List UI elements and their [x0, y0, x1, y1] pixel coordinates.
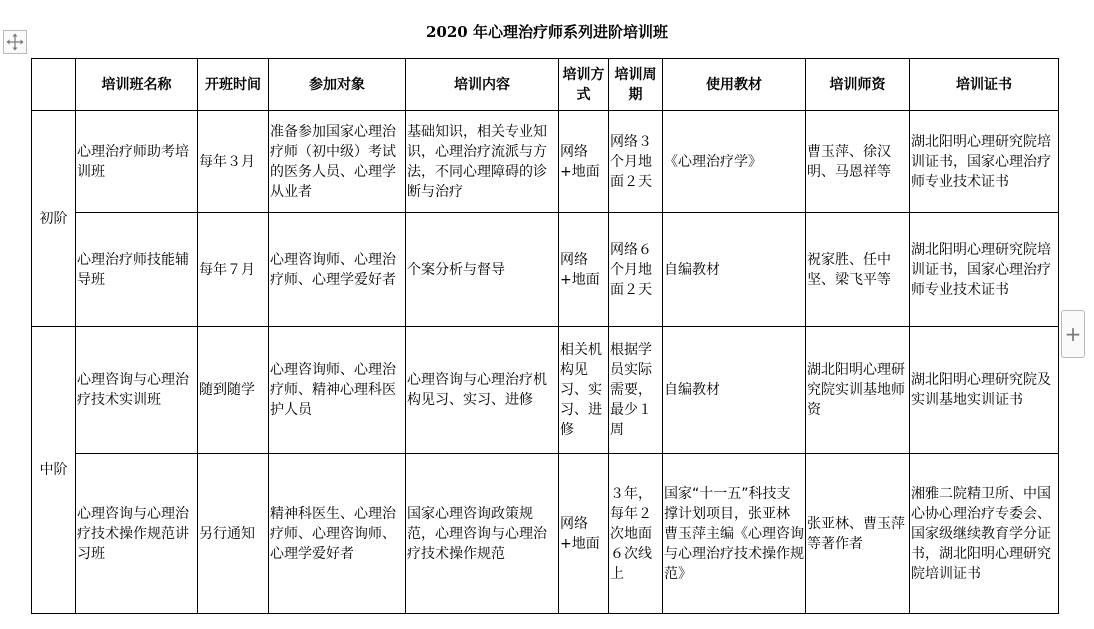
cell-time: 每年７月: [198, 213, 269, 327]
cell-name: 心理咨询与心理治疗技术操作规范讲习班: [76, 454, 198, 614]
header-target: 参加对象: [269, 59, 406, 111]
cell-period: 根据学员实际需要，最少１周: [609, 327, 663, 454]
cell-teachers: 祝家胜、任中坚、梁飞平等: [806, 213, 910, 327]
cell-teachers: 湖北阳明心理研究院实训基地师资: [806, 327, 910, 454]
cell-target: 心理咨询师、心理治疗师、心理学爱好者: [269, 213, 406, 327]
cell-name: 心理治疗师助考培训班: [76, 111, 198, 213]
cell-certificate: 湖北阳明心理研究院培训证书，国家心理治疗师专业技术证书: [910, 111, 1059, 213]
header-certificate: 培训证书: [910, 59, 1059, 111]
cell-teachers: 曹玉萍、徐汉明、马恩祥等: [806, 111, 910, 213]
add-column-button[interactable]: [1061, 310, 1085, 358]
table-row: [32, 213, 1059, 327]
training-table: [31, 58, 1059, 614]
cell-content: 个案分析与督导: [406, 213, 559, 327]
cell-period: ３年，每年２次地面６次线上: [609, 454, 663, 614]
header-content: 培训内容: [406, 59, 559, 111]
cell-period: 网络６个月地面２天: [609, 213, 663, 327]
stage-primary: 初阶: [32, 111, 76, 327]
cell-content: 心理咨询与心理治疗机构见习、实习、进修: [406, 327, 559, 454]
cell-content: 基础知识，相关专业知识，心理治疗流派与方法，不同心理障碍的诊断与治疗: [406, 111, 559, 213]
cell-period: 网络３个月地面２天: [609, 111, 663, 213]
header-teachers: 培训师资: [806, 59, 910, 111]
table-row: [32, 327, 1059, 454]
table-row: [32, 454, 1059, 614]
header-textbook: 使用教材: [663, 59, 806, 111]
cell-method: 网络+地面: [559, 111, 609, 213]
cell-certificate: 湘雅二院精卫所、中国心协心理治疗专委会、国家级继续教育学分证书，湖北阳明心理研究院培训证书: [910, 454, 1059, 614]
cell-content: 国家心理咨询政策规范，心理咨询与心理治疗技术操作规范: [406, 454, 559, 614]
cell-teachers: 张亚林、曹玉萍等著作者: [806, 454, 910, 614]
cell-time: 另行通知: [198, 454, 269, 614]
cell-method: 网络+地面: [559, 454, 609, 614]
header-time: 开班时间: [198, 59, 269, 111]
header-period: 培训周期: [609, 59, 663, 111]
cell-textbook: 自编教材: [663, 327, 806, 454]
stage-intermediate: 中阶: [32, 327, 76, 614]
table-row: [32, 111, 1059, 213]
header-name: 培训班名称: [76, 59, 198, 111]
cell-textbook: 国家“十一五”科技支撑计划项目，张亚林 曹玉萍主编《心理咨询与心理治疗技术操作规范》: [663, 454, 806, 614]
document-title: 2020 年心理治疗师系列进阶培训班: [426, 23, 668, 41]
cell-method: 网络+地面: [559, 213, 609, 327]
plus-icon: +: [1064, 322, 1082, 346]
header-stage: [32, 59, 76, 111]
cell-textbook: 《心理治疗学》: [663, 111, 806, 213]
cell-certificate: 湖北阳明心理研究院培训证书，国家心理治疗师专业技术证书: [910, 213, 1059, 327]
cell-method: 相关机构见习、实习、进修: [559, 327, 609, 454]
header-method: 培训方式: [559, 59, 609, 111]
cell-target: 心理咨询师、心理治疗师、精神心理科医护人员: [269, 327, 406, 454]
header-row: [32, 59, 1059, 111]
cell-time: 每年３月: [198, 111, 269, 213]
cell-textbook: 自编教材: [663, 213, 806, 327]
cell-name: 心理咨询与心理治疗技术实训班: [76, 327, 198, 454]
cell-target: 精神科医生、心理治疗师、心理咨询师、心理学爱好者: [269, 454, 406, 614]
cell-certificate: 湖北阳明心理研究院及实训基地实训证书: [910, 327, 1059, 454]
cell-name: 心理治疗师技能辅导班: [76, 213, 198, 327]
cell-target: 准备参加国家心理治疗师（初中级）考试的医务人员、心理学从业者: [269, 111, 406, 213]
cell-time: 随到随学: [198, 327, 269, 454]
